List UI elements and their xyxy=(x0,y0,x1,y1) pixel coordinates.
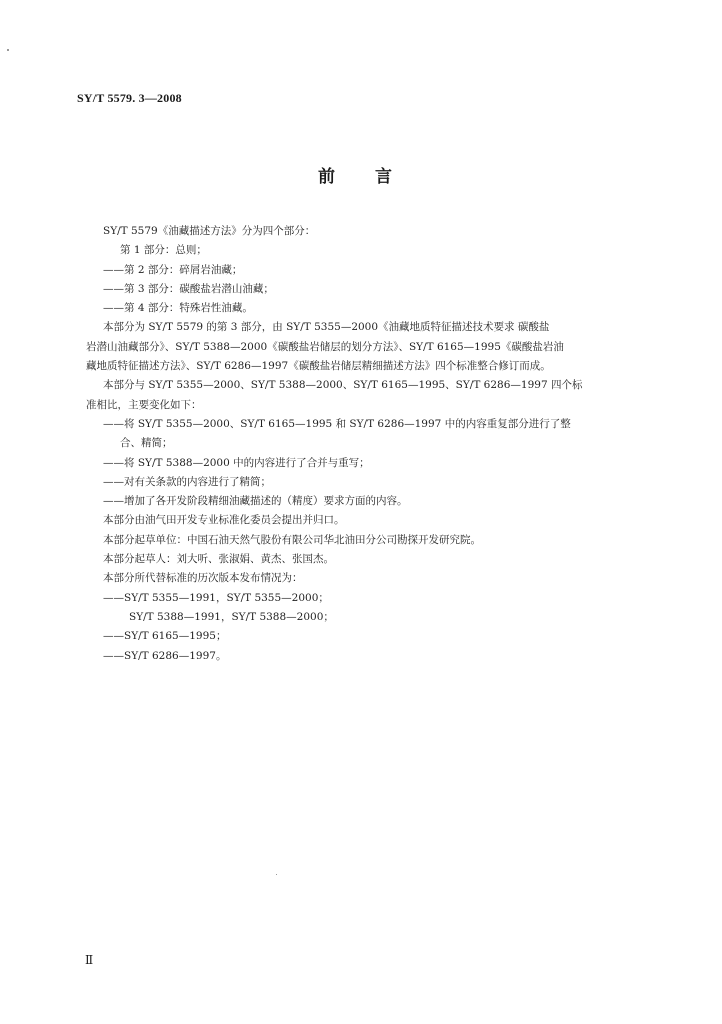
history-item-3: ——SY/T 6165—1995； xyxy=(103,630,227,643)
section-title xyxy=(318,162,392,187)
scan-speck xyxy=(7,49,9,51)
list-item-part-3: ——第 3 部分：碳酸盐岩潜山油藏； xyxy=(103,282,274,295)
paragraph-changes-line-2: 准相比，主要变化如下： xyxy=(86,398,202,411)
paragraph-proposer: 本部分由油气田开发专业标准化委员会提出并归口。 xyxy=(103,514,345,527)
change-item-3: ——对有关条款的内容进行了精简； xyxy=(103,475,271,488)
paragraph-scope-line-3: 藏地质特征描述方法》、SY/T 6286—1997《碳酸盐岩储层精细描述方法》四个标准整合修订而成。 xyxy=(86,360,551,373)
title-char-1: 前 xyxy=(318,167,335,187)
foreword-body xyxy=(86,222,643,666)
list-item-part-2: ——第 2 部分：碎屑岩油藏； xyxy=(103,263,243,276)
scan-speck xyxy=(276,874,277,875)
change-item-4: ——增加了各开发阶段精细油藏描述的（精度）要求方面的内容。 xyxy=(103,495,408,508)
paragraph-drafting-unit: 本部分起草单位：中国石油天然气股份有限公司华北油田分公司勘探开发研究院。 xyxy=(103,533,481,546)
change-item-1-line-1: ——将 SY/T 5355—2000、SY/T 6165—1995 和 SY/T 6286—1997 中的内容重复部分进行了整 xyxy=(103,417,571,430)
standard-code: SY/T 5579. 3—2008 xyxy=(77,91,182,105)
page-number: Ⅱ xyxy=(85,953,94,967)
change-item-2: ——将 SY/T 5388—2000 中的内容进行了合并与重写； xyxy=(103,456,370,469)
title-char-2: 言 xyxy=(375,167,392,187)
history-item-1: ——SY/T 5355—1991，SY/T 5355—2000； xyxy=(103,591,329,604)
history-item-2: SY/T 5388—1991，SY/T 5388—2000； xyxy=(129,610,334,623)
list-item-part-1: 第 1 部分：总则； xyxy=(120,244,207,257)
paragraph-intro: SY/T 5579《油藏描述方法》分为四个部分： xyxy=(103,225,316,237)
paragraph-changes-line-1: 本部分与 SY/T 5355—2000、SY/T 5388—2000、SY/T 6165—1995、SY/T 6286—1997 四个标 xyxy=(103,379,583,392)
paragraph-history: 本部分所代替标准的历次版本发布情况为： xyxy=(103,572,303,585)
history-item-4: ——SY/T 6286—1997。 xyxy=(103,649,227,662)
list-item-part-4: ——第 4 部分：特殊岩性油藏。 xyxy=(103,302,253,315)
paragraph-scope-line-2: 岩潜山油藏部分》、SY/T 5388—2000《碳酸盐岩储层的划分方法》、SY/T 6165—1995《碳酸盐岩油 xyxy=(86,340,564,353)
paragraph-drafters: 本部分起草人：刘大听、张淑娟、黄杰、张国杰。 xyxy=(103,553,334,566)
paragraph-scope-line-1: 本部分为 SY/T 5579 的第 3 部分，由 SY/T 5355—2000《油藏地质特征描述技术要求 碳酸盐 xyxy=(103,321,550,334)
change-item-1-line-2: 合、精简； xyxy=(120,437,173,450)
